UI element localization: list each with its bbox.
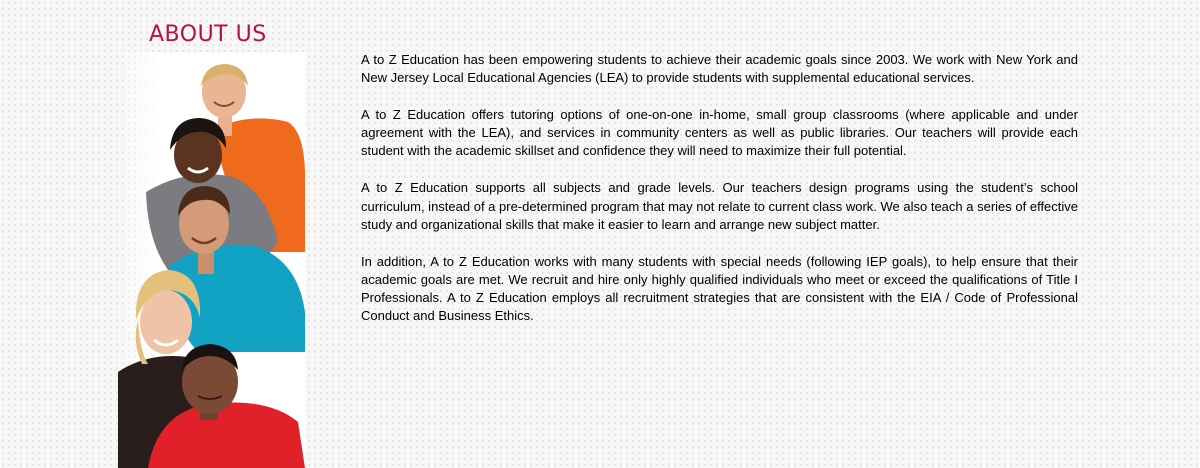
about-content — [361, 51, 1078, 344]
group-of-students-photo-icon — [118, 52, 305, 468]
about-paragraph-tutoring-options: A to Z Education offers tutoring options of one-on-one in-home, small group classrooms (where applicable and under agreement with the LEA), and services in community centers as well as public libraries. Our teachers will provide each student with the academic skillset and confidence they will need to maximize their full potential. — [361, 107, 1078, 159]
about-paragraph-special-needs: In addition, A to Z Education works with many students with special needs (following IEP goals), to help ensure that their academic goals are met. We recruit and hire only highly qualified individuals who meet or exceed the qualifications of Title I Professionals. A to Z Education employs all recruitment strategies that are consistent with the EIA / Code of Professional Conduct and Business Ethics. — [361, 253, 1078, 324]
about-paragraph-history: A to Z Education has been empowering students to achieve their academic goals since 2003. We work with New York and New Jersey Local Educational Agencies (LEA) to provide students with supplemental educational services. — [361, 52, 1078, 86]
students-photo — [118, 52, 305, 468]
about-paragraph-subjects: A to Z Education supports all subjects and grade levels. Our teachers design programs using the student’s school curriculum, instead of a pre-determined program that may not relate to current class work. We also teach a series of effective study and organizational skills that make it easier to learn and arrange new subject matter. — [361, 180, 1079, 232]
page-title: ABOUT US — [149, 22, 267, 47]
